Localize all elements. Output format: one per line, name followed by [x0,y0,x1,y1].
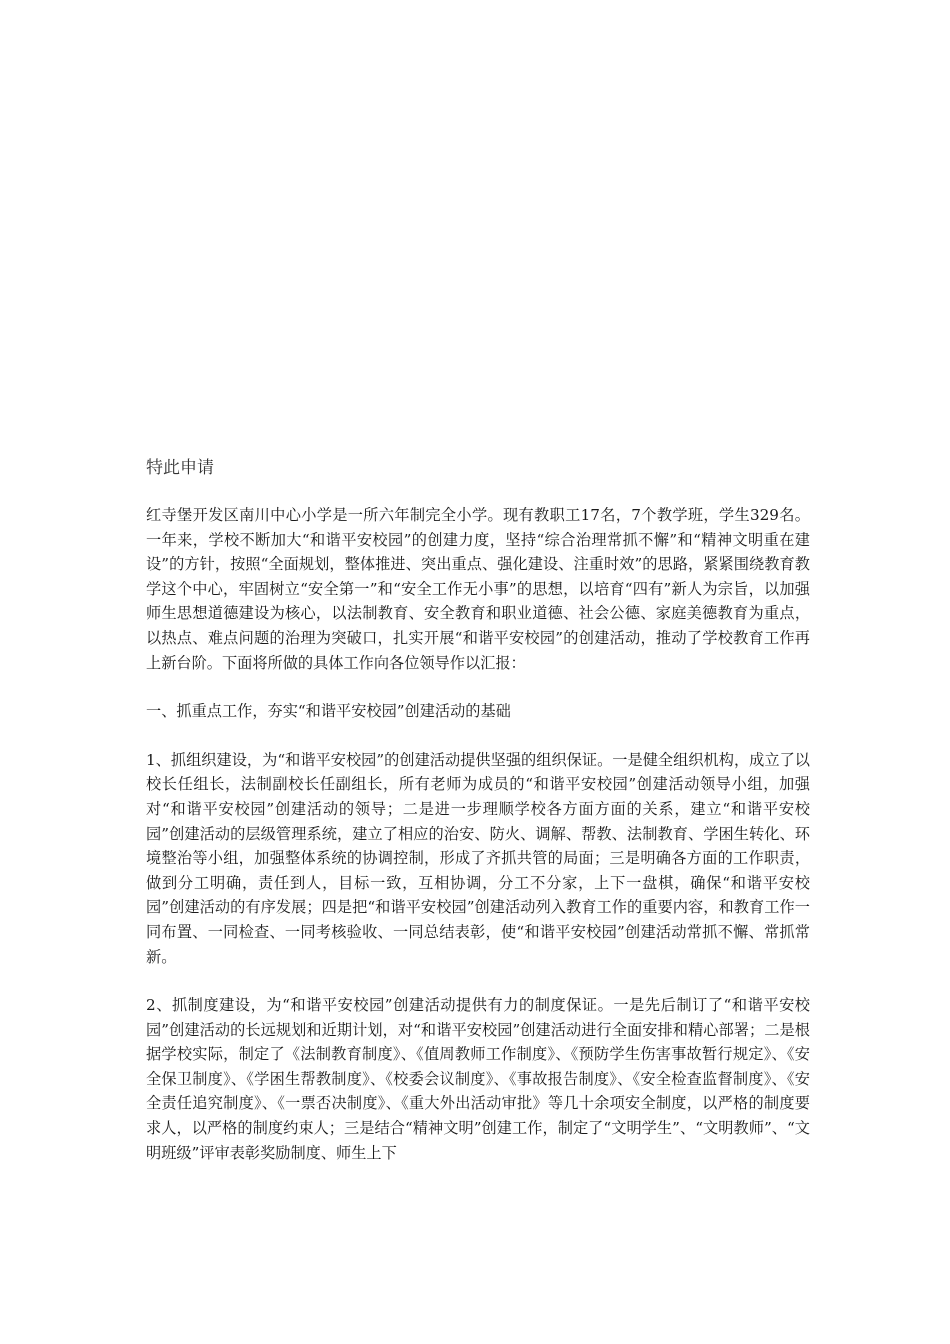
document-heading: 特此申请 [146,458,214,478]
document-body [146,455,810,1189]
section-1-title: 一、抓重点工作，夯实“和谐平安校园”创建活动的基础 [146,702,511,721]
point-2-paragraph: 2、抓制度建设，为“和谐平安校园”创建活动提供有力的制度保证。一是先后制订了“和谐平安校园”创建活动的长远规划和近期计划，对“和谐平安校园”创建活动进行全面安排和精心部署；二是根据学校实际，制定了《法制教育制度》、《值周教师工作制度》、《预防学生伤害事故暂行规定》、《安全保卫制度》、《学困生帮教制度》、《校委会议制度》、《事故报告制度》、《安全检查监督制度》、《安全责任追究制度》、《一票否决制度》、《重大外出活动审批》等几十余项安全制度，以严格的制度要求人，以严格的制度约束人；三是结合“精神文明”创建工作，制定了“文明学生”、“文明教师”、“文明班级”评审表彰奖励制度、师生上下 [146,996,810,1162]
intro-paragraph: 红寺堡开发区南川中心小学是一所六年制完全小学。现有教职工17名，7个教学班，学生329名。一年来，学校不断加大“和谐平安校园”的创建力度，坚持“综合治理常抓不懈”和“精神文明重在建设”的方针，按照“全面规划，整体推进、突出重点、强化建设、注重时效”的思路，紧紧围绕教育教学这个中心，牢固树立“安全第一”和“安全工作无小事”的思想，以培育“四有”新人为宗旨，以加强师生思想道德建设为核心，以法制教育、安全教育和职业道德、社会公德、家庭美德教育为重点，以热点、难点问题的治理为突破口，扎实开展“和谐平安校园”的创建活动，推动了学校教育工作再上新台阶。下面将所做的具体工作向各位领导作以汇报： [146,506,810,672]
point-1-paragraph: 1、抓组织建设，为“和谐平安校园”的创建活动提供坚强的组织保证。一是健全组织机构，成立了以校长任组长，法制副校长任副组长，所有老师为成员的“和谐平安校园”创建活动领导小组，加强对“和谐平安校园”创建活动的领导；二是进一步理顺学校各方面方面的关系，建立“和谐平安校园”创建活动的层级管理系统，建立了相应的治安、防火、调解、帮教、法制教育、学困生转化、环境整治等小组，加强整体系统的协调控制，形成了齐抓共管的局面；三是明确各方面的工作职责，做到分工明确，责任到人，目标一致，互相协调，分工不分家，上下一盘棋，确保“和谐平安校园”创建活动的有序发展；四是把“和谐平安校园”创建活动列入教育工作的重要内容，和教育工作一同布置、一同检查、一同考核验收、一同总结表彰，使“和谐平安校园”创建活动常抓不懈、常抓常新。 [146,750,810,966]
